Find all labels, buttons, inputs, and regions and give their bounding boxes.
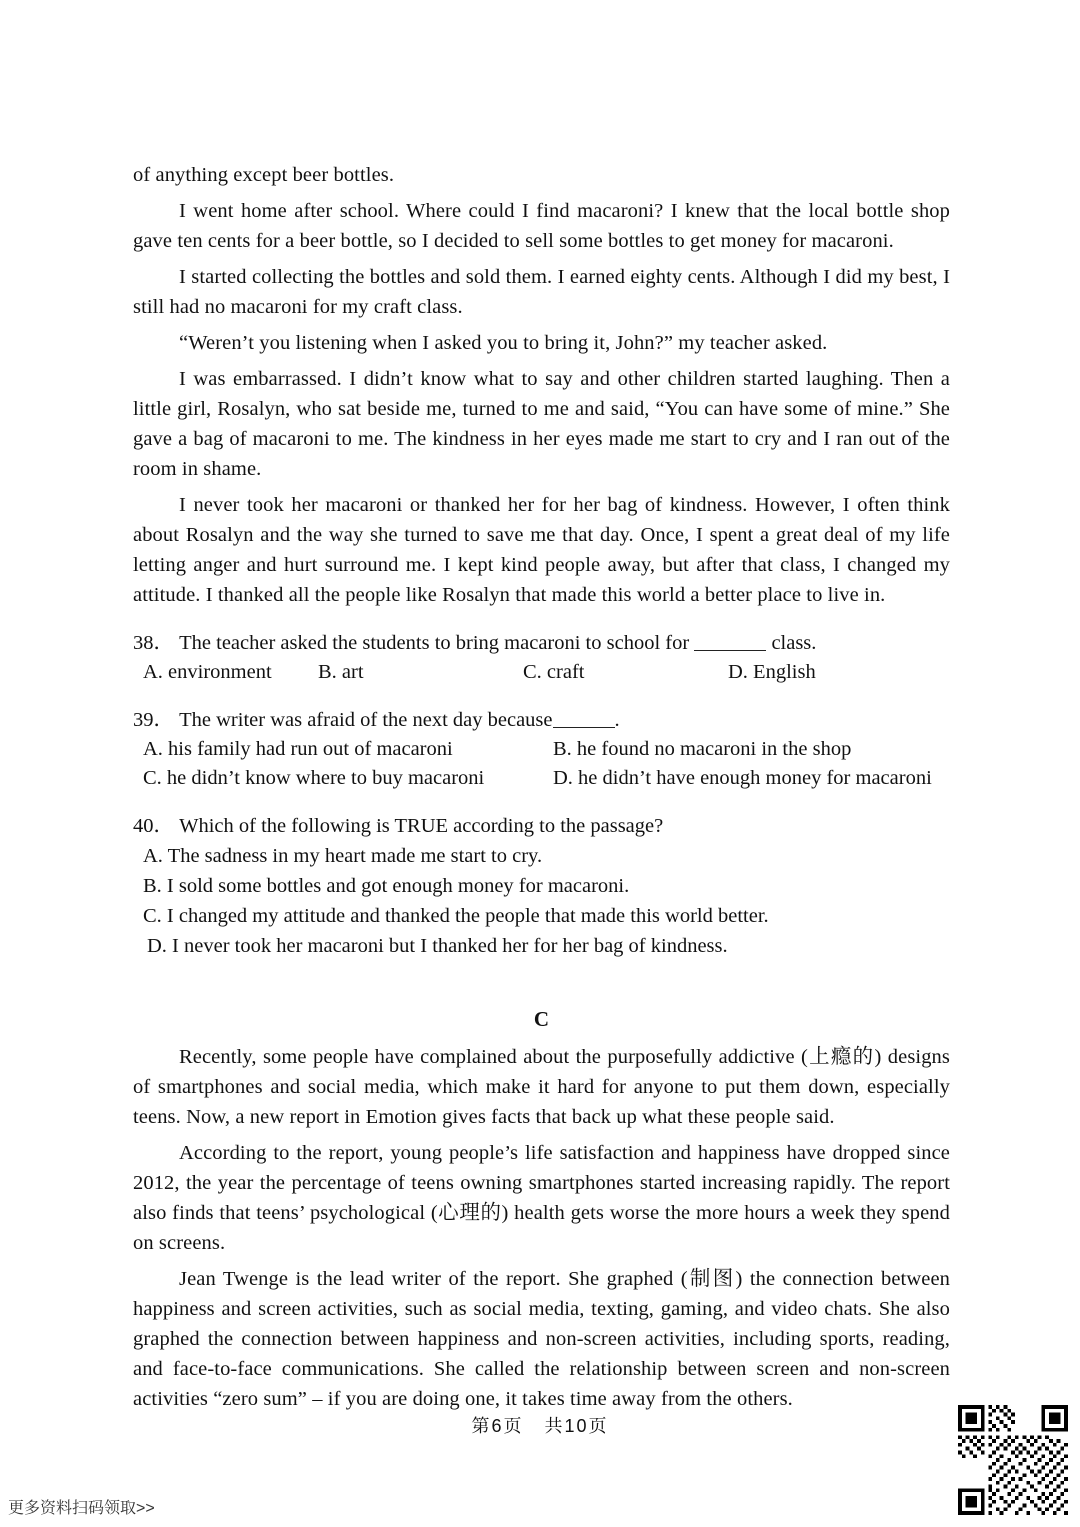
section-paragraph: Recently, some people have complained about the purposefully addictive (上瘾的) designs of smartphones and social media, which make it hard for anyone to put them down, especially teens. Now, a new report in Emotion gives facts that back up what these people said. xyxy=(133,1046,950,1128)
paragraph-continuation: of anything except beer bottles. xyxy=(133,164,395,186)
question-number: 38． xyxy=(133,632,174,654)
question-number: 40． xyxy=(133,815,174,837)
question-stem: The writer was afraid of the next day because xyxy=(179,709,553,731)
option-a[interactable]: A. environment xyxy=(143,661,272,683)
page-number: 第6页 xyxy=(471,1416,524,1436)
option-b[interactable]: B. he found no macaroni in the shop xyxy=(553,738,852,760)
paragraph: “Weren’t you listening when I asked you to bring it, John?” my teacher asked. xyxy=(179,332,828,354)
question-38-options xyxy=(133,658,950,687)
question-stem-tail: class. xyxy=(766,632,817,654)
question-39-options-row2 xyxy=(133,764,950,793)
question-39 xyxy=(133,705,950,735)
page-footer xyxy=(0,1412,1080,1438)
paragraph: I never took her macaroni or thanked her for her bag of kindness. However, I often think about Rosalyn and the way she turned to save me that day. Once, I spent a great deal of my life letting anger and hurt surround me. I kept kind people away, but after that class, I changed my attitude. I thanked all the people like Rosalyn that made this world a better place to live in. xyxy=(133,494,950,606)
question-39-options-row1 xyxy=(133,735,950,764)
question-stem: The teacher asked the students to bring macaroni to school for xyxy=(179,632,695,654)
section-paragraph: According to the report, young people’s life satisfaction and happiness have dropped since 2012, the year the percentage of teens owning smartphones started increasing rapidly. The report also finds that teens’ psychological (心理的) health gets worse the more hours a week they spend on screens. xyxy=(133,1142,950,1254)
answer-blank[interactable] xyxy=(694,650,766,651)
question-stem: Which of the following is TRUE according to the passage? xyxy=(179,815,664,837)
question-38 xyxy=(133,628,950,658)
option-d[interactable]: D. English xyxy=(728,661,816,683)
section-paragraph: Jean Twenge is the lead writer of the report. She graphed (制图) the connection between happiness and screen activities, such as social media, texting, gaming, and video chats. She also graphed the connection between happiness and non-screen activities, including sports, reading, and face-to-face communications. She called the relationship between screen and non-screen activities “zero sum” – if you are doing one, it takes time away from the others. xyxy=(133,1268,950,1410)
paragraph: I started collecting the bottles and sold them. I earned eighty cents. Although I did my best, I still had no macaroni for my craft class. xyxy=(133,266,950,318)
option-c[interactable]: C. I changed my attitude and thanked the people that made this world better. xyxy=(143,905,769,927)
paragraph: I was embarrassed. I didn’t know what to say and other children started laughing. Then a little girl, Rosalyn, who sat beside me, turned to me and said, “You can have some of mine.” She gave a bag of macaroni to me. The kindness in her eyes made me start to cry and I ran out of the room in shame. xyxy=(133,368,950,480)
page-total: 共10页 xyxy=(544,1416,609,1436)
option-d[interactable]: D. he didn’t have enough money for macaroni xyxy=(553,767,932,789)
option-b[interactable]: B. art xyxy=(318,661,364,683)
question-number: 39． xyxy=(133,709,174,731)
option-c[interactable]: C. craft xyxy=(523,661,585,683)
qr-code-icon xyxy=(958,1405,1068,1515)
option-c[interactable]: C. he didn’t know where to buy macaroni xyxy=(143,767,485,789)
section-letter: C xyxy=(533,1007,550,1031)
answer-blank[interactable] xyxy=(553,727,615,728)
question-stem-tail: . xyxy=(614,709,620,731)
option-a[interactable]: A. his family had run out of macaroni xyxy=(143,738,453,760)
watermark-note: 更多资料扫码领取>> xyxy=(8,1500,155,1517)
option-b[interactable]: B. I sold some bottles and got enough money for macaroni. xyxy=(143,875,630,897)
question-40 xyxy=(133,811,950,841)
paragraph: I went home after school. Where could I find macaroni? I knew that the local bottle shop gave ten cents for a beer bottle, so I decided to sell some bottles to get money for macaroni. xyxy=(133,200,950,252)
option-a[interactable]: A. The sadness in my heart made me start to cry. xyxy=(143,845,543,867)
option-d[interactable]: D. I never took her macaroni but I thanked her for her bag of kindness. xyxy=(147,935,728,957)
